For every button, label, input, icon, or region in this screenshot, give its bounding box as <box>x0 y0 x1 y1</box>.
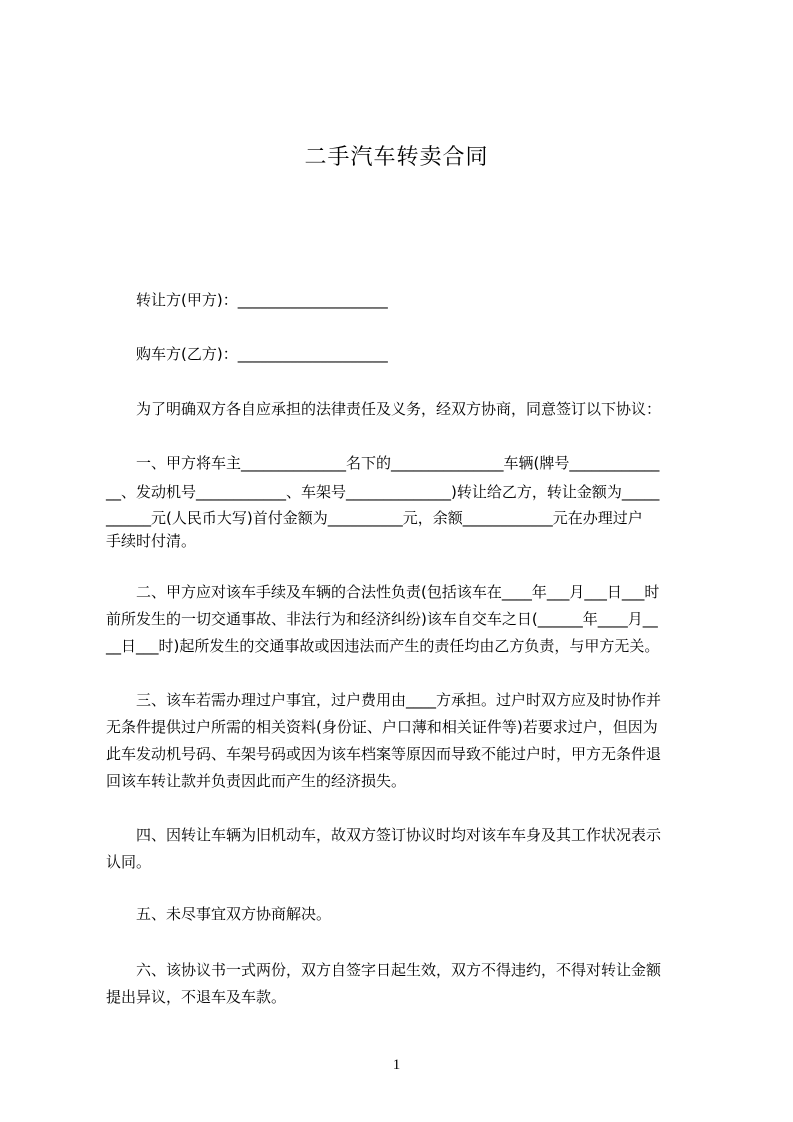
clause-2-line: 二、甲方应对该车手续及车辆的合法性负责(包括该车在____年___月___日___时 <box>136 583 660 601</box>
clause-6-line: 六、该协议书一式两份，双方自签字日起生效，双方不得违约，不得对转让金额 <box>136 961 662 979</box>
clause-5: 五、未尽事宜双方协商解决。 <box>136 905 332 923</box>
clause-4-line: 认同。 <box>106 853 152 871</box>
clause-1-line: 手续时付清。 <box>106 532 197 550</box>
party-a-line: 转让方(甲方)：____________________ <box>136 291 388 309</box>
clause-3-line: 回该车转让款并负责因此而产生的经济损失。 <box>106 772 407 790</box>
clause-1-line: __、发动机号____________、车架号______________)转让给乙方，转让金额为_____ <box>106 483 660 501</box>
clause-2-line: 前所发生的一切交通事故、非法行为和经济纠纷)该车自交车之日(______年____月__ <box>106 610 658 628</box>
clause-6-line: 提出异议，不退车及车款。 <box>106 988 287 1006</box>
clause-2-line: __日___时)起所发生的交通事故或因违法而产生的责任均由乙方负责，与甲方无关。 <box>106 637 660 655</box>
party-b-line: 购车方(乙方)：____________________ <box>136 345 388 363</box>
clause-1-line: ______元(人民币大写)首付金额为__________元，余额____________元在办理过户 <box>106 509 643 527</box>
page-number: 1 <box>392 1057 401 1073</box>
preamble: 为了明确双方各自应承担的法律责任及义务，经双方协商，同意签订以下协议： <box>136 400 662 418</box>
clause-3-line: 三、该车若需办理过户事宜，过户费用由____方承担。过户时双方应及时协作并 <box>136 691 662 709</box>
clause-1-line: 一、甲方将车主______________名下的_______________车辆(牌号____________ <box>136 454 660 472</box>
contract-title: 二手汽车转卖合同 <box>304 145 489 170</box>
clause-4-line: 四、因转让车辆为旧机动车，故双方签订协议时均对该车车身及其工作状况表示 <box>136 826 662 844</box>
clause-3-line: 无条件提供过户所需的相关资料(身份证、户口薄和相关证件等)若要求过户，但因为 <box>106 718 658 736</box>
clause-3-line: 此车发动机号码、车架号码或因为该车档案等原因而导致不能过户时，甲方无条件退 <box>106 745 662 763</box>
